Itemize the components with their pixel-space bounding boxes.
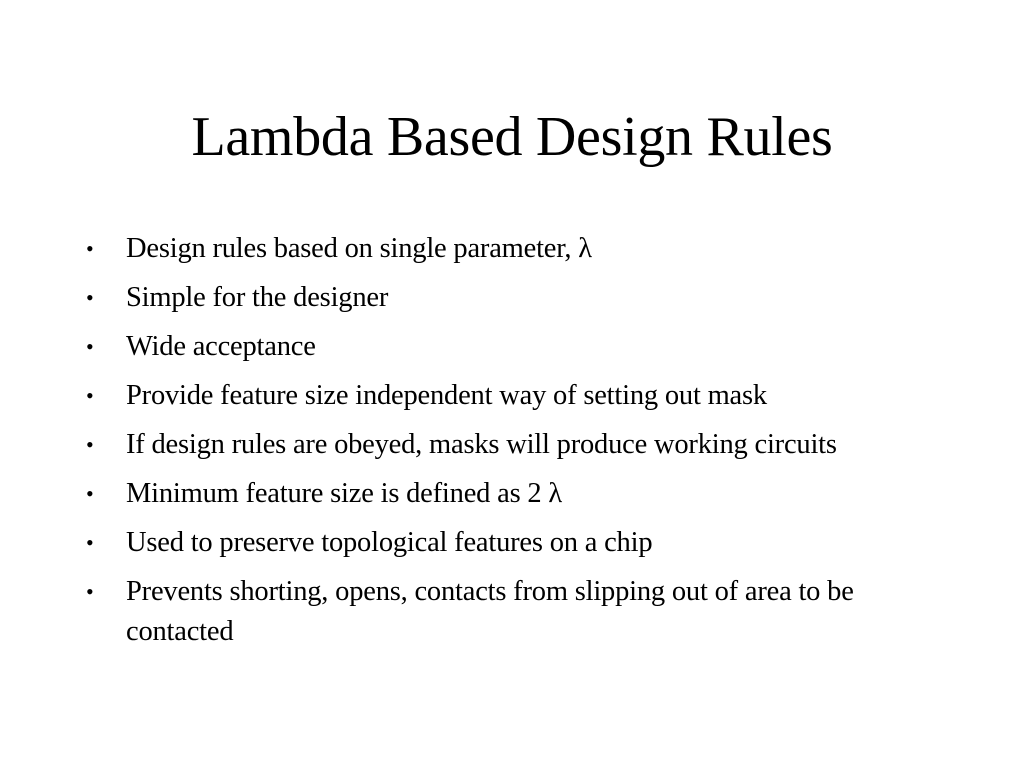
bullet-text: Minimum feature size is defined as 2 λ <box>126 478 562 509</box>
slide-title: Lambda Based Design Rules <box>191 106 833 168</box>
bullet-dot-icon: • <box>86 481 94 506</box>
bullet-item <box>86 474 966 514</box>
bullet-text: Used to preserve topological features on a chip <box>126 527 653 558</box>
bullet-text: Prevents shorting, opens, contacts from slipping out of area to be contacted <box>126 576 854 647</box>
bullet-list <box>86 229 966 661</box>
bullet-item <box>86 327 966 367</box>
bullet-text: Wide acceptance <box>126 331 316 362</box>
bullet-dot-icon: • <box>86 383 94 408</box>
bullet-item <box>86 572 966 652</box>
bullet-dot-icon: • <box>86 579 94 604</box>
bullet-item <box>86 229 966 269</box>
bullet-item <box>86 376 966 416</box>
bullet-dot-icon: • <box>86 432 94 457</box>
bullet-dot-icon: • <box>86 530 94 555</box>
bullet-dot-icon: • <box>86 334 94 359</box>
bullet-item <box>86 523 966 563</box>
bullet-text: Design rules based on single parameter, λ <box>126 233 592 264</box>
bullet-text: Provide feature size independent way of setting out mask <box>126 380 767 411</box>
bullet-item <box>86 278 966 318</box>
bullet-dot-icon: • <box>86 236 94 261</box>
bullet-text: If design rules are obeyed, masks will produce working circuits <box>126 429 837 460</box>
bullet-item <box>86 425 966 465</box>
bullet-dot-icon: • <box>86 285 94 310</box>
bullet-text: Simple for the designer <box>126 282 389 313</box>
